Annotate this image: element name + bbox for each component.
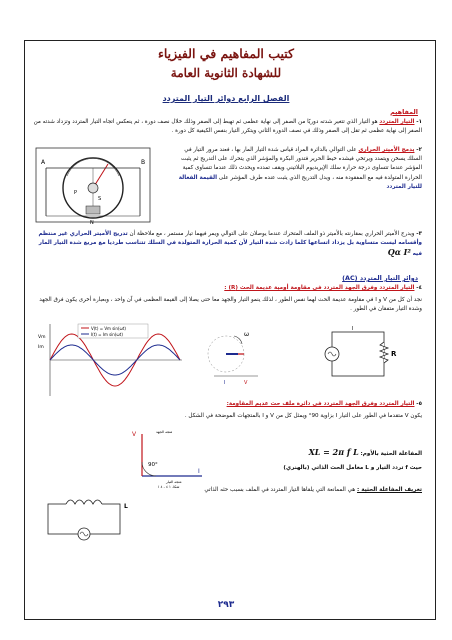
book-subtitle: للشهادة الثانوية العامة xyxy=(170,66,282,80)
resistive-circuit-title: التيار المتردد وفرق الجهد المتردد في مقاومة أومية عديمة الحث (R) : xyxy=(224,285,415,291)
resistor-symbol xyxy=(380,342,388,363)
concept-item-2: ٢- يدمج الأميتر الحراري على التوالي بالدائرة المراد قياس شدة التيار المار بها ، فعند مرور التيار في السلك يسخن ويتمدد ويرتخي فيشده خيط الحرير فتدور البكرة والمؤشر الذي يتحرك على التدريج ثم يثبت المؤشر عندما تتساوى درجة حرارة سلك الإيريديوم البلاتيني ويقف تمدده ويحدث ذلك عندما تتساوى كمية الحرارة المتولدة فيه مع المفقودة منه ، ويدل التدريج الذي يثبت عنده طرف المؤشر على القيمة الفعالة للتيار المتردد xyxy=(178,147,422,190)
pulley xyxy=(88,183,98,193)
item3-text: ويدرج الأميتر الحراري بمقارنته بالأميتر ذو الملف المتحرك عندما يوصلان على التوالي ويمر فيهما تيار مستمر ، مع ملاحظة أن xyxy=(129,231,415,237)
inductive-phasor-figure xyxy=(118,426,210,488)
ac-circuits-heading: دوائر التيار المتردد (AC) xyxy=(342,274,418,282)
legend-current: I(t) = Im sin(ωt) xyxy=(91,332,123,337)
hot-wire-ammeter-figure xyxy=(32,144,154,226)
reactance-formula: XL = 2π f L xyxy=(308,447,359,457)
reactance-line xyxy=(222,448,422,459)
item3-bold-text: وأقسامه ليست متساوية بل يزداد اتساعها كلما زادت شدة التيار لأن كمية الحرارة المتولدة في السلك تتناسب طرديا مع مربع شدة التيار المار فيه xyxy=(38,240,422,258)
label-vector-v: V xyxy=(132,431,137,438)
heat-formula: Qα I² xyxy=(387,247,411,258)
term-effective-value: القيمة الفعالة للتيار المتردد xyxy=(178,174,422,190)
reactance-where: حيث f تردد التيار و L معامل الحث الذاتي (بالهنري) xyxy=(283,465,422,471)
in-phase-waves-figure xyxy=(36,318,186,400)
book-title: كتيب المفاهيم في الفيزياء xyxy=(158,46,294,61)
label-voltage-axis: متجه الجهد xyxy=(156,430,173,434)
resistor-circuit-figure xyxy=(324,326,404,384)
label-omega: ω xyxy=(244,331,250,338)
label-im: Im xyxy=(38,345,44,350)
concepts-heading: المفاهيم xyxy=(390,108,418,116)
page-number: ٢٩٣ xyxy=(217,600,235,610)
figure-caption: شكل ( ٤ - ٤ ) xyxy=(158,485,180,488)
definition-text: هي الممانعة التي يلقاها التيار المتردد في الملف بسبب حثه الذاتي xyxy=(204,487,356,493)
ac-item-5: ٥- التيار المتردد وفرق الجهد المتردد في دائرة ملف حث عديم المقاومة: xyxy=(226,401,422,407)
label-phasor-i: I xyxy=(224,380,226,386)
resistive-circuit-text: نجد أن كل من V و I في مقاومة عديمة الحث لهما نفس الطور ، لذلك ينمو التيار والجهد معا حتى يصلا إلى القيمة العظمى في آن واحد ، وبعبارة أخرى يكون فرق الجهد وشدة التيار متفقان في الطور . xyxy=(39,297,422,313)
label-circuit-current: I xyxy=(352,326,354,332)
term-nonlinear-scale: تدريج الأميتر الحراري غير منتظم xyxy=(38,231,128,237)
label-vector-i: I xyxy=(198,468,200,475)
item2-text: على التوالي بالدائرة المراد قياس شدة التيار المار بها ، فعند مرور التيار في السلك يسخن ويتمدد ويرتخي فيشده خيط الحرير فتدور البكرة والمؤشر الذي يتحرك على التدريج ثم يثبت المؤشر عندما تتساوى درجة حرارة سلك الإيريديوم البلاتيني ويقف تمدده ويحدث ذلك عندما تتساوى كمية الحرارة المتولدة فيه مع المفقودة منه ، ويدل التدريج الذي يثبت عنده طرف المؤشر على xyxy=(180,147,422,181)
rotation-arrow xyxy=(234,336,242,344)
label-inductor: L xyxy=(124,503,128,510)
label-angle: 90° xyxy=(148,462,158,468)
label-current-axis: متجه التيار xyxy=(166,480,182,484)
concept-item-3: ٣- ويدرج الأميتر الحراري بمقارنته بالأميتر ذو الملف المتحرك عندما يوصلان على التوالي ويمر فيهما تيار مستمر ، مع ملاحظة أن تدريج الأميتر الحراري غير منتظم وأقسامه ليست متساوية بل يزداد اتساعها كلما زادت شدة التيار لأن كمية الحرارة المتولدة في السلك تتناسب طرديا مع مربع شدة التيار المار فيه Qα I² xyxy=(38,231,422,258)
inductive-circuit-title: التيار المتردد وفرق الجهد المتردد في دائرة ملف حث عديم المقاومة: xyxy=(226,401,415,407)
label-P: P xyxy=(74,190,78,196)
ac-item-4: ٤- التيار المتردد وفرق الجهد المتردد في مقاومة أومية عديمة الحث (R) : xyxy=(224,285,422,291)
label-N: N xyxy=(90,220,94,226)
reactance-label: المفاعلة الحثية بالأوم: xyxy=(360,451,422,457)
label-resistor: R xyxy=(391,350,397,358)
concept-item-1: ١- التيار المتردد هو التيار الذي تتغير شدته دوريًا من الصفر إلى نهاية عظمى ثم تهبط إلى الصفر وذلك خلال نصف دورة ، ثم ينعكس اتجاه التيار المتردد وتزداد شدته من الصفر إلى نهاية عظمى ثم تقل إلى الصفر وذلك في نصف الدورة الثاني ويتكرر التيار بنفس الكيفية كل دورة . xyxy=(33,119,422,135)
label-phasor-v: V xyxy=(244,380,248,386)
label-A: A xyxy=(41,159,46,166)
legend-voltage: V(t) = Vm sin(ωt) xyxy=(91,326,126,331)
label-B: B xyxy=(141,159,146,166)
definition-term: تعريف المفاعلة الحثية : xyxy=(357,487,422,493)
spring-block xyxy=(86,206,100,214)
in-phase-phasor-figure xyxy=(194,324,274,386)
item1-text: هو التيار الذي تتغير شدته دوريًا من الصفر إلى نهاية عظمى ثم تهبط إلى الصفر وذلك خلال نصف دورة ، ثم ينعكس اتجاه التيار المتردد وتزداد شدته من الصفر إلى نهاية عظمى ثم تقل إلى الصفر وذلك في نصف الدورة الثاني ويتكرر التيار بنفس الكيفية كل دورة . xyxy=(33,119,422,135)
inductive-circuit-text: يكون V متقدما في الطور على التيار I بزاوية 90° ويمثل كل من V و I بالمتجهات الموضحة في الشكل . xyxy=(184,413,422,419)
term-ac-current: التيار المتردد xyxy=(379,119,415,125)
chapter-title: الفصل الرابع دوائر التيار المتردد xyxy=(162,94,290,103)
term-hot-wire-ammeter: يدمج الأميتر الحراري xyxy=(358,147,415,153)
label-vm: Vm xyxy=(38,335,46,340)
circuit-loop xyxy=(332,332,384,376)
label-S: S xyxy=(98,196,102,202)
inductor-circuit-figure xyxy=(40,494,132,542)
